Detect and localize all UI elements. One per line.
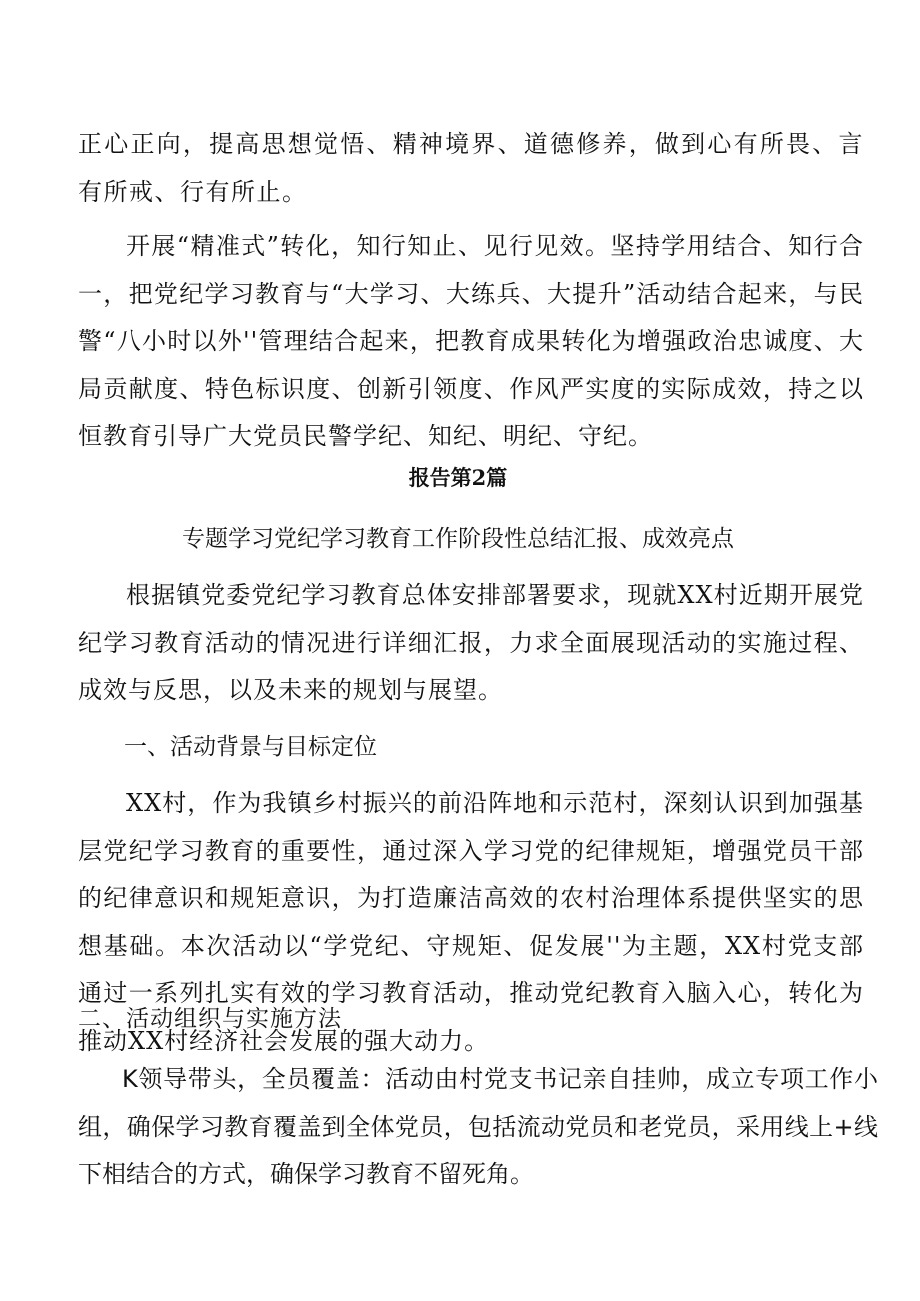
paragraph-introduction: 根据镇党委党纪学习教育总体安排部署要求，现就XX村近期开展党纪学习教育活动的情况进行详细汇报，力求全面展现活动的实施过程、成效与反思，以及未来的规划与展望。 <box>78 581 864 704</box>
paragraph-precise-transformation: 开展“精准式”转化，知行知止、见行见效。坚持学用结合、知行合一，把党纪学习教育与“大学习、大练兵、大提升”活动结合起来，与民警“八小时以外''管理结合起来，把教育成果转化为增强政治忠诚度、大局贡献度、特色标识度、创新引领度、作风严实度的实际成效，持之以恒教育引导广大党员民警学纪、知纪、明纪、守纪。 <box>78 232 864 450</box>
report-subtitle: 专题学习党纪学习教育工作阶段性总结汇报、成效亮点 <box>182 526 734 552</box>
paragraph-background: XX村，作为我镇乡村振兴的前沿阵地和示范村，深刻认识到加强基层党纪学习教育的重要性，通过深入学习党的纪律规矩，增强党员干部的纪律意识和规矩意识，为打造廉洁高效的农村治理体系提供坚实的思想基础。本次活动以“学党纪、守规矩、促发展''为主题，XX村党支部通过一系列扎实有效的学习教育活动，推动党纪教育入脑入心，转化为推动XX村经济社会发展的强大动力。 <box>78 789 864 1055</box>
paragraph-discipline-awareness: 正心正向，提高思想觉悟、精神境界、道德修养，做到心有所畏、言有所戒、行有所止。 <box>78 130 864 206</box>
paragraph-leadership-coverage: K领导带头，全员覆盖：活动由村党支书记亲自挂帅，成立专项工作小组，确保学习教育覆盖到全体党员，包括流动党员和老党员，采用线上+线下相结合的方式，确保学习教育不留死角。 <box>78 1065 878 1188</box>
report-title: 报告第2篇 <box>408 465 508 490</box>
section-heading-organization: 二、活动组织与实施方法 <box>78 1006 342 1032</box>
section-heading-background: 一、活动背景与目标定位 <box>124 734 377 760</box>
